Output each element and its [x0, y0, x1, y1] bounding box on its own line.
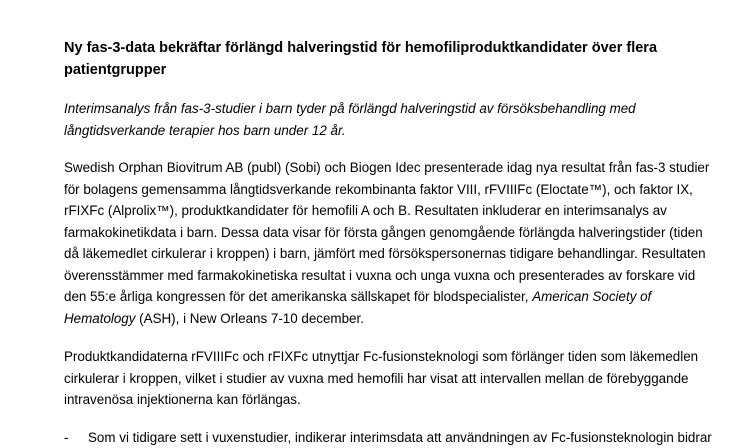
paragraph-line: för bolagens gemensamma långtidsverkande rekombinanta faktor VIII, rFVIIIFc (Eloctate™), och faktor IX,: [64, 179, 694, 201]
document-body: [64, 37, 694, 448]
paragraph-line: Swedish Orphan Biovitrum AB (publ) (Sobi) och Biogen Idec presenterade idag nya resultat från fas-3 studier: [64, 157, 694, 179]
body-paragraph-1: [64, 157, 694, 329]
press-release-title: [64, 37, 694, 81]
society-name-italic-cont: Hematology: [64, 311, 135, 326]
paragraph-line: [64, 308, 694, 330]
bullet-dash: -: [64, 427, 68, 448]
paragraph-text: den 55:e årliga kongressen för det amerikanska sällskapet för blodspecialister,: [64, 289, 532, 304]
paragraph-line: cirkulerar i kroppen, vilket i studier av vuxna med hemofili har visat att intervallen mellan de förebyggande: [64, 368, 694, 390]
paragraph-line: Produktkandidaterna rFVIIIFc och rFIXFc utnyttjar Fc-fusionsteknologi som förlänger tiden som läkemedlen: [64, 346, 694, 368]
bullet-item: [64, 427, 694, 448]
paragraph-line: då läkemedlet cirkulerar i kroppen) i barn, jämfört med försökspersonernas tidigare behandlingar. Resultaten: [64, 243, 694, 265]
paragraph-text: (ASH), i New Orleans 7-10 december.: [135, 311, 363, 326]
lead-line-1: Interimsanalys från fas-3-studier i barn tyder på förlängd halveringstid av försöksbehandling med: [64, 98, 694, 120]
lead-line-2: långtidsverkande terapier hos barn under 12 år.: [64, 120, 694, 142]
paragraph-line: intravenösa injektionerna kan förlängas.: [64, 389, 694, 411]
paragraph-line: överensstämmer med farmakokinetiska resultat i vuxna och unga vuxna och presenterades av forskare vid: [64, 265, 694, 287]
paragraph-line: rFIXFc (Alprolix™), produktkandidater för hemofili A och B. Resultaten inkluderar en interimsanalys av: [64, 200, 694, 222]
body-paragraph-2: [64, 346, 694, 411]
lead-paragraph: [64, 98, 694, 141]
title-line-2: patientgrupper: [64, 59, 694, 81]
society-name-italic: American Society of: [532, 289, 651, 304]
bullet-text: Som vi tidigare sett i vuxenstudier, indikerar interimsdata att användningen av Fc-fusionsteknologin bidrar: [88, 430, 712, 445]
title-line-1: Ny fas-3-data bekräftar förlängd halveringstid för hemofiliproduktkandidater över flera: [64, 37, 694, 59]
paragraph-line: [64, 286, 694, 308]
paragraph-line: farmakokinetikdata i barn. Dessa data visar för första gången genomgående förlängda halveringstider (tiden: [64, 222, 694, 244]
